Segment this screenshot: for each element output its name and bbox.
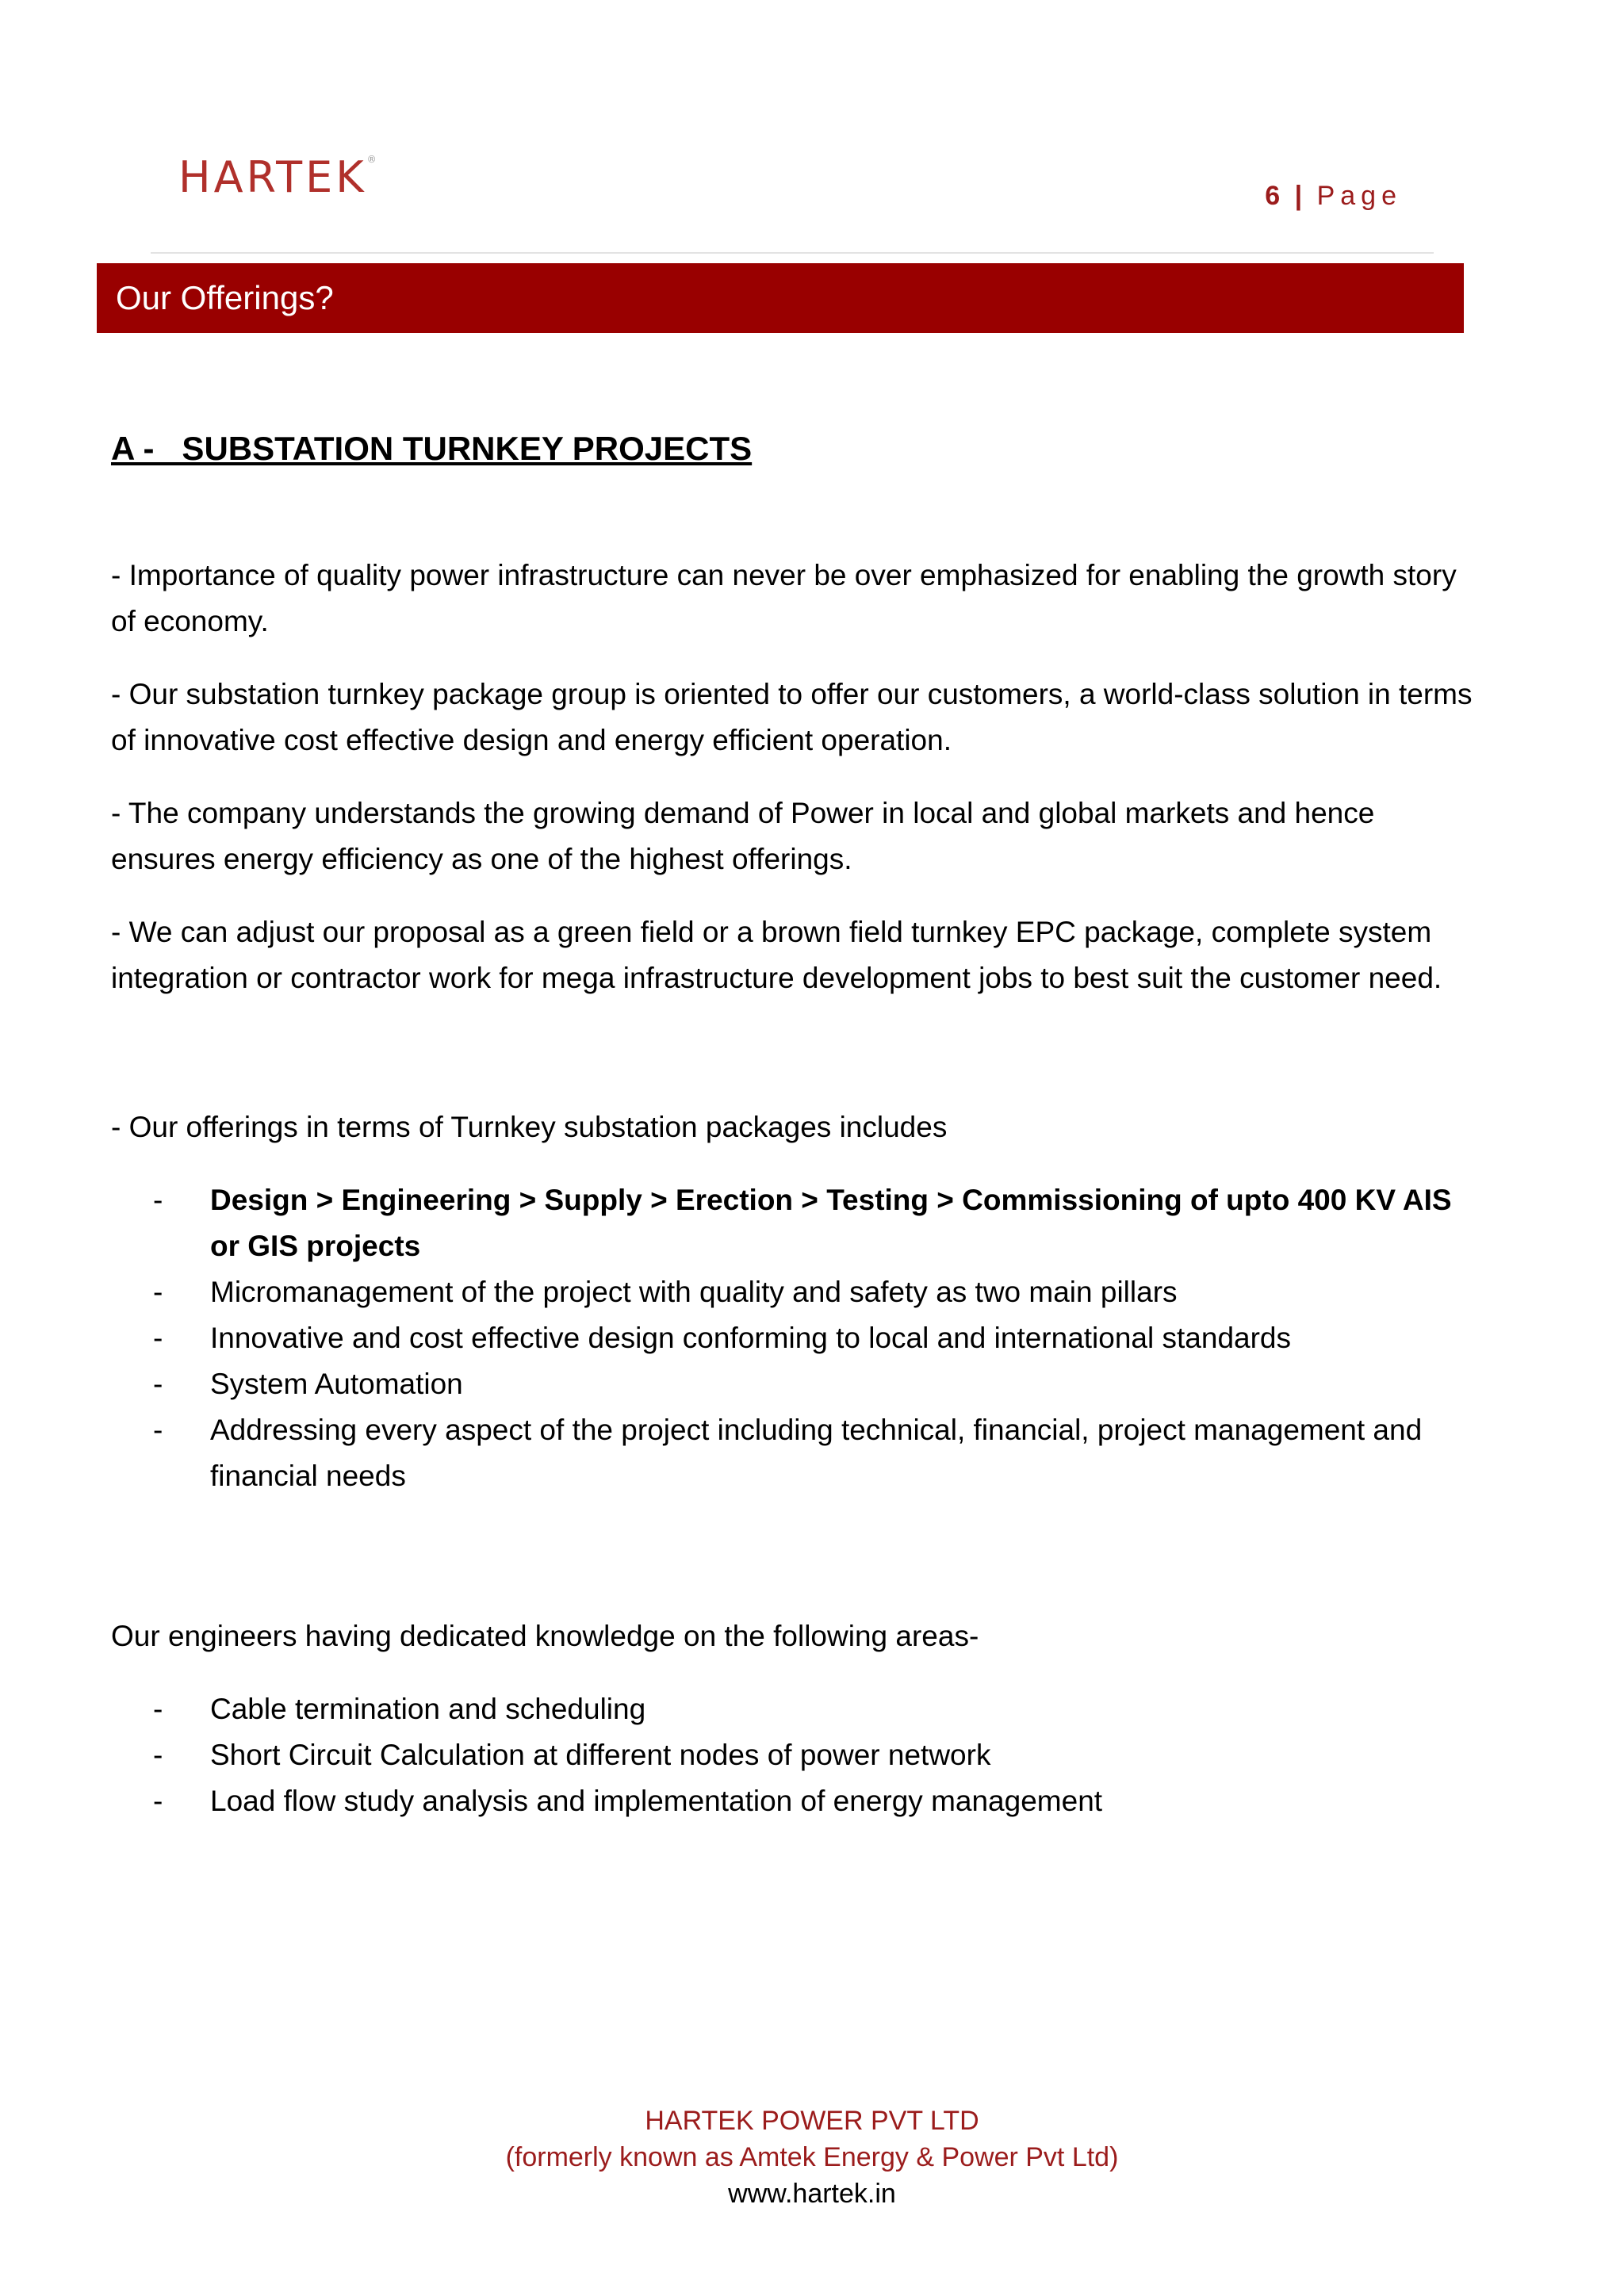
list-item-text: Load flow study analysis and implementation of energy management: [210, 1785, 1103, 1817]
list-item-text: Cable termination and scheduling: [210, 1693, 646, 1725]
paragraph: - Importance of quality power infrastructure can never be over emphasized for enabling the growth story of economy.: [111, 559, 1457, 637]
offerings-intro: - Our offerings in terms of Turnkey substation packages includes: [111, 1111, 948, 1143]
spacer: [111, 1526, 1483, 1613]
bullet-dash: -: [153, 1739, 163, 1771]
list-item-text: Design > Engineering > Supply > Erection > Testing > Commissioning of upto 400 KV AIS or GIS projects: [210, 1184, 1452, 1262]
footer-website: www.hartek.in: [728, 2179, 896, 2209]
list-item: [153, 1686, 1483, 1732]
list-item-text: Addressing every aspect of the project including technical, financial, project management and financial needs: [210, 1414, 1423, 1492]
bullet-dash: -: [153, 1414, 163, 1446]
list-item: [153, 1407, 1483, 1499]
page-word: Page: [1316, 181, 1402, 211]
list-item: [153, 1361, 1483, 1407]
list-item-text: Innovative and cost effective design conforming to local and international standards: [210, 1322, 1292, 1354]
page-number-label: [1265, 181, 1402, 212]
section-heading: A - SUBSTATION TURNKEY PROJECTS: [111, 430, 753, 467]
bullet-dash: -: [153, 1368, 163, 1400]
bullet-dash: -: [153, 1785, 163, 1817]
page-footer: [0, 2103, 1624, 2212]
list-item: [153, 1732, 1483, 1778]
engineer-areas-list: [111, 1686, 1483, 1824]
list-item-text: System Automation: [210, 1368, 463, 1400]
paragraph: - Our substation turnkey package group is oriented to offer our customers, a world-class solution in terms of innovative cost effective design and energy efficient operation.: [111, 678, 1473, 756]
list-item: [153, 1315, 1483, 1361]
list-item-text: Short Circuit Calculation at different nodes of power network: [210, 1739, 991, 1771]
document-body: [111, 553, 1483, 1824]
list-item: [153, 1269, 1483, 1315]
footer-formerly: (formerly known as Amtek Energy & Power Pvt Ltd): [505, 2142, 1119, 2172]
page-number: 6: [1265, 181, 1282, 211]
section-banner: [97, 263, 1464, 333]
list-item-text: Micromanagement of the project with quality and safety as two main pillars: [210, 1276, 1178, 1308]
page-separator: |: [1294, 181, 1304, 211]
list-item: [153, 1177, 1483, 1269]
banner-title: Our Offerings?: [116, 279, 334, 316]
list-item: [153, 1778, 1483, 1824]
footer-company: HARTEK POWER PVT LTD: [645, 2106, 979, 2136]
header-divider: [151, 252, 1434, 254]
paragraph: - The company understands the growing demand of Power in local and global markets and hence ensures energy efficiency as one of the highest offerings.: [111, 797, 1375, 875]
offerings-list: [111, 1177, 1483, 1499]
spacer: [111, 1028, 1483, 1104]
bullet-dash: -: [153, 1184, 163, 1216]
logo-text: HARTEK: [178, 152, 367, 202]
engineers-intro: Our engineers having dedicated knowledge on the following areas-: [111, 1620, 979, 1652]
bullet-dash: -: [153, 1276, 163, 1308]
company-logo: [178, 152, 377, 202]
bullet-dash: -: [153, 1322, 163, 1354]
paragraph: - We can adjust our proposal as a green field or a brown field turnkey EPC package, complete system integration or contractor work for mega infrastructure development jobs to best suit the customer need.: [111, 916, 1442, 994]
bullet-dash: -: [153, 1693, 163, 1725]
registered-mark: ®: [366, 154, 377, 165]
